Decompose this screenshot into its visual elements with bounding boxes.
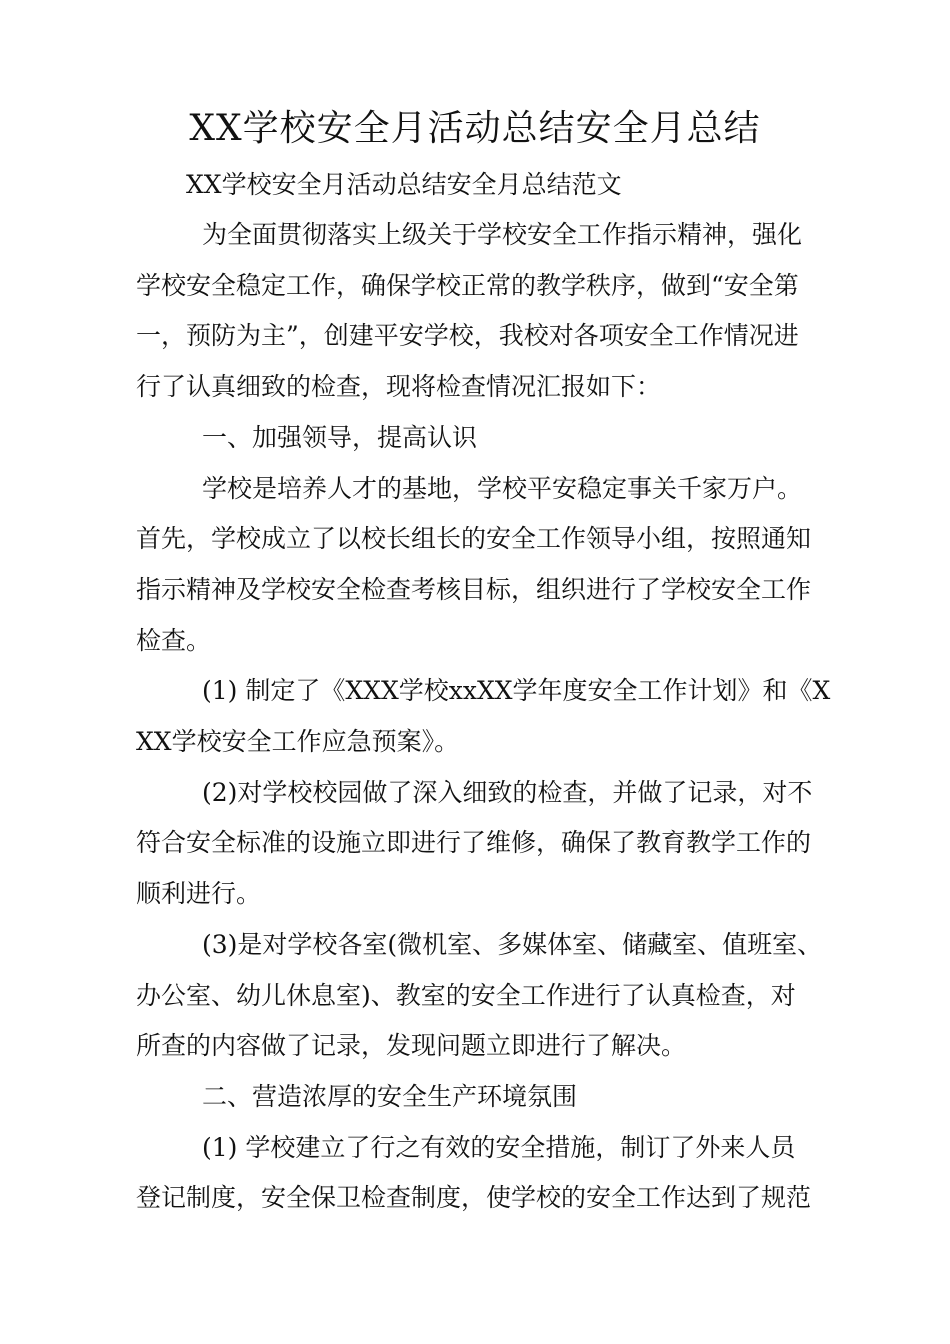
text-line: 所查的内容做了记录，发现问题立即进行了解决。 xyxy=(136,1031,687,1061)
text-line: 首先，学校成立了以校长组长的安全工作领导小组，按照通知 xyxy=(136,524,812,554)
paragraph-item-3 xyxy=(136,920,836,1072)
text-line: (1) 制定了《XXX学校xxXX学年度安全工作计划》和《X xyxy=(202,676,831,706)
document-subtitle: XX学校安全月活动总结安全月总结范文 xyxy=(186,170,622,199)
text-line: 学校安全稳定工作，确保学校正常的教学秩序，做到“安全第 xyxy=(136,270,799,300)
text-line: 学校是培养人才的基地，学校平安稳定事关千家万户。 xyxy=(202,473,803,503)
text-line: 登记制度，安全保卫检查制度，使学校的安全工作达到了规范 xyxy=(136,1183,812,1213)
section-heading-1 xyxy=(136,413,836,464)
text-line: (2)对学校校园做了深入细致的检查，并做了记录，对不 xyxy=(202,777,813,807)
text-line: 行了认真细致的检查，现将检查情况汇报如下： xyxy=(136,372,662,402)
text-line: 二、营造浓厚的安全生产环境氛围 xyxy=(202,1081,578,1111)
document-title: XX学校安全月活动总结安全月总结 xyxy=(189,108,761,149)
paragraph-item-2 xyxy=(136,768,836,920)
text-line: 符合安全标准的设施立即进行了维修，确保了教育教学工作的 xyxy=(136,828,812,858)
text-line: 办公室、幼儿休息室)、教室的安全工作进行了认真检查，对 xyxy=(136,980,796,1010)
paragraph-leadership xyxy=(136,464,836,667)
text-line: (3)是对学校各室(微机室、多媒体室、储藏室、值班室、 xyxy=(202,929,823,959)
text-line: (1) 学校建立了行之有效的安全措施，制订了外来人员 xyxy=(202,1132,796,1162)
paragraph-intro xyxy=(136,210,836,413)
section-heading-2 xyxy=(136,1072,836,1123)
text-line: 为全面贯彻落实上级关于学校安全工作指示精神，强化 xyxy=(202,220,803,249)
text-line: 一，预防为主”，创建平安学校，我校对各项安全工作情况进 xyxy=(136,321,799,351)
document-body xyxy=(136,210,836,1224)
text-line: 检查。 xyxy=(136,625,212,655)
text-line: 一、加强领导，提高认识 xyxy=(202,422,478,452)
text-line: XX学校安全工作应急预案》。 xyxy=(136,727,460,757)
text-line: 指示精神及学校安全检查考核目标，组织进行了学校安全工作 xyxy=(136,574,812,604)
paragraph-measures xyxy=(136,1123,836,1224)
text-line: 顺利进行。 xyxy=(136,879,262,909)
paragraph-item-1 xyxy=(136,666,836,767)
